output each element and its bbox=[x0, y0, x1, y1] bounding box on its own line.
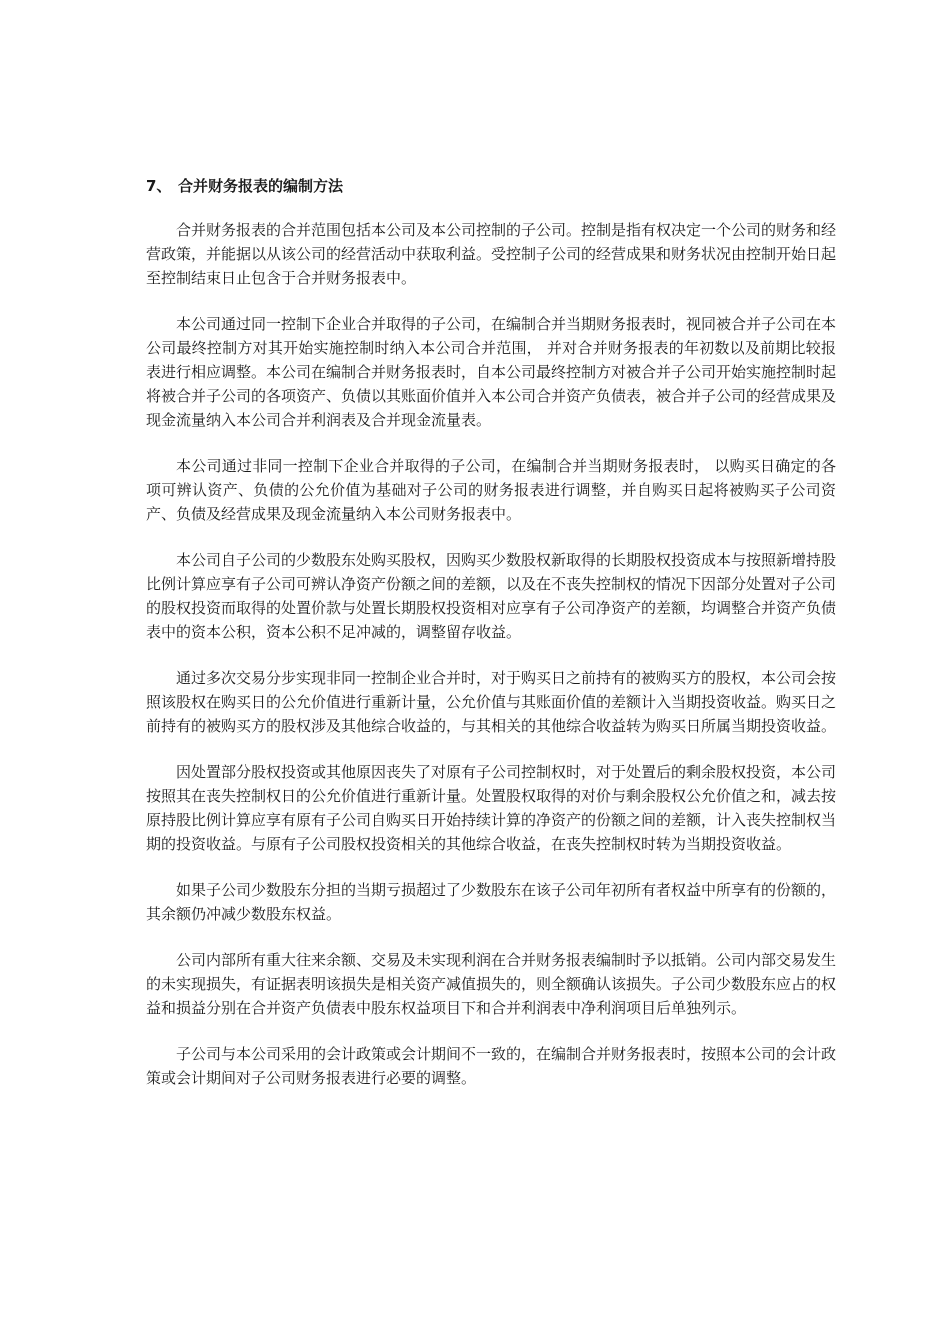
paragraph-policy-alignment: 子公司与本公司采用的会计政策或会计期间不一致的，在编制合并财务报表时，按照本公司的会计政策或会计期间对子公司财务报表进行必要的调整。 bbox=[146, 1045, 837, 1087]
section-heading bbox=[146, 176, 836, 196]
paragraph-minority-losses: 如果子公司少数股东分担的当期亏损超过了少数股东在该子公司年初所有者权益中所享有的份额的，其余额仍冲减少数股东权益。 bbox=[146, 881, 837, 923]
paragraph-step-acquisition: 通过多次交易分步实现非同一控制企业合并时，对于购买日之前持有的被购买方的股权，本公司会按照该股权在购买日的公允价值进行重新计量，公允价值与其账面价值的差额计入当期投资收益。购买日之前持有的被购买方的股权涉及其他综合收益的，与其相关的其他综合收益转为购买日所属当期投资收益。 bbox=[146, 669, 837, 735]
paragraph-same-control-merger: 本公司通过同一控制下企业合并取得的子公司，在编制合并当期财务报表时，视同被合并子公司在本公司最终控制方对其开始实施控制时纳入本公司合并范围， 并对合并财务报表的年初数以及前期比较报表进行相应调整。本公司在编制合并财务报表时，自本公司最终控制方对被合并子公司开始实施控制时起将被合并子公司的各项资产、负债以其账面价值并入本公司合并资产负债表，被合并子公司的经营成果及现金流量纳入本公司合并利润表及合并现金流量表。 bbox=[146, 315, 837, 429]
paragraph-loss-of-control: 因处置部分股权投资或其他原因丧失了对原有子公司控制权时，对于处置后的剩余股权投资，本公司按照其在丧失控制权日的公允价值进行重新计量。处置股权取得的对价与剩余股权公允价值之和，减去按原持股比例计算应享有原有子公司自购买日开始持续计算的净资产的份额之间的差额，计入丧失控制权当期的投资收益。与原有子公司股权投资相关的其他综合收益，在丧失控制权时转为当期投资收益。 bbox=[146, 763, 837, 853]
paragraph-minority-purchase: 本公司自子公司的少数股东处购买股权，因购买少数股权新取得的长期股权投资成本与按照新增持股比例计算应享有子公司可辨认净资产份额之间的差额，以及在不丧失控制权的情况下因部分处置对子公司的股权投资而取得的处置价款与处置长期股权投资相对应享有子公司净资产的差额，均调整合并资产负债表中的资本公积，资本公积不足冲减的，调整留存收益。 bbox=[146, 551, 837, 641]
document-page bbox=[146, 176, 836, 1112]
paragraph-intercompany-elimination: 公司内部所有重大往来余额、交易及未实现利润在合并财务报表编制时予以抵销。公司内部交易发生的未实现损失，有证据表明该损失是相关资产减值损失的，则全额确认该损失。子公司少数股东应占的权益和损益分别在合并资产负债表中股东权益项目下和合并利润表中净利润项目后单独列示。 bbox=[146, 951, 837, 1017]
paragraph-non-same-control-merger: 本公司通过非同一控制下企业合并取得的子公司，在编制合并当期财务报表时， 以购买日确定的各项可辨认资产、负债的公允价值为基础对子公司的财务报表进行调整，并自购买日起将被购买子公司资产、负债及经营成果及现金流量纳入本公司财务报表中。 bbox=[146, 457, 836, 523]
section-title: 合并财务报表的编制方法 bbox=[178, 177, 344, 195]
paragraph-consolidation-scope: 合并财务报表的合并范围包括本公司及本公司控制的子公司。控制是指有权决定一个公司的财务和经营政策，并能据以从该公司的经营活动中获取利益。受控制子公司的经营成果和财务状况由控制开始日起至控制结束日止包含于合并财务报表中。 bbox=[146, 221, 837, 287]
section-number: 7、 bbox=[146, 177, 172, 195]
